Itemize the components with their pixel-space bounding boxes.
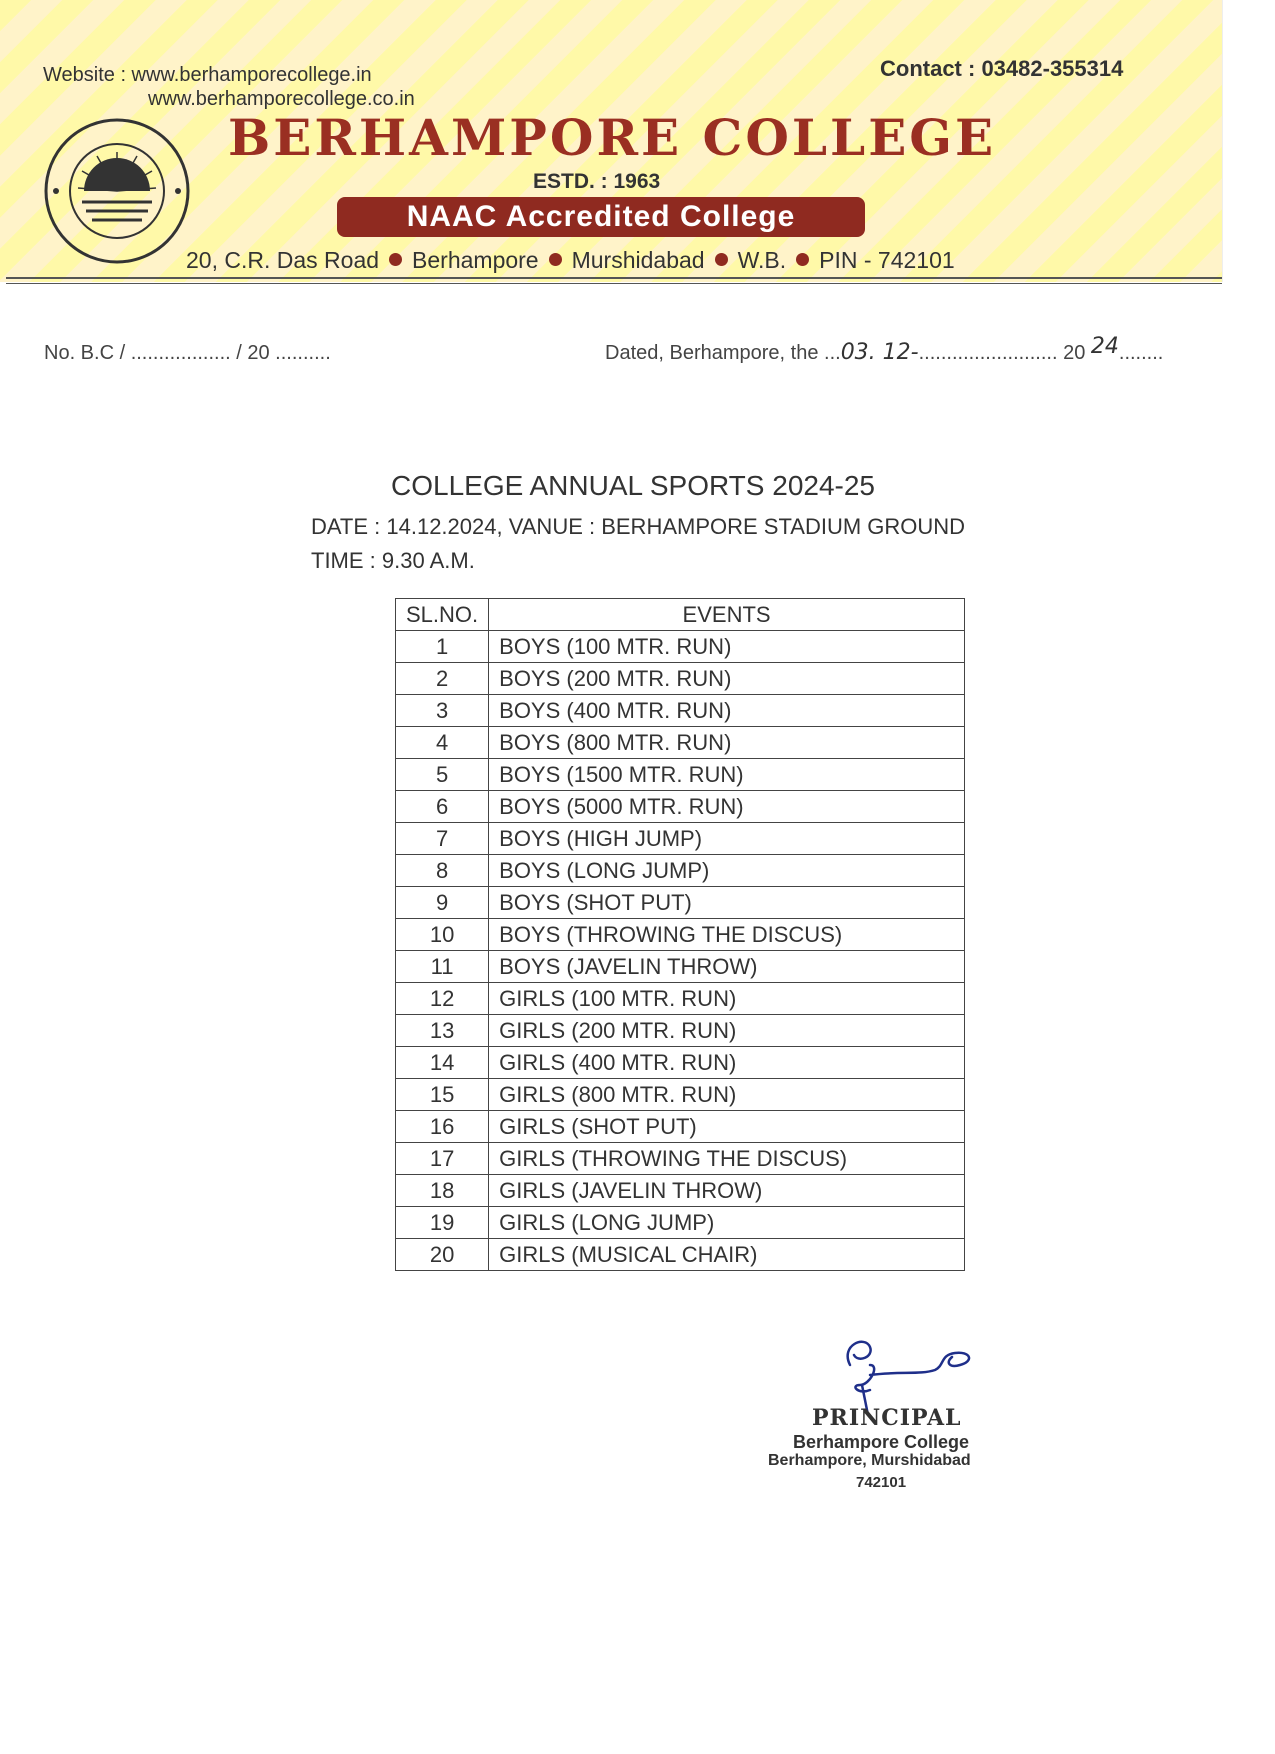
row-event: BOYS (THROWING THE DISCUS) <box>489 919 965 951</box>
row-sl-no: 18 <box>396 1175 489 1207</box>
row-sl-no: 4 <box>396 727 489 759</box>
bullet-icon <box>389 253 402 266</box>
row-event: BOYS (800 MTR. RUN) <box>489 727 965 759</box>
address-district: Murshidabad <box>571 247 705 273</box>
table-row <box>396 1239 965 1271</box>
row-sl-no: 16 <box>396 1111 489 1143</box>
row-event: GIRLS (MUSICAL CHAIR) <box>489 1239 965 1271</box>
row-event: GIRLS (400 MTR. RUN) <box>489 1047 965 1079</box>
dated-year: 24 <box>1090 334 1119 359</box>
divider <box>6 283 1222 284</box>
row-sl-no: 14 <box>396 1047 489 1079</box>
dated-prefix: Dated, Berhampore, the ... <box>605 342 841 364</box>
row-event: BOYS (JAVELIN THROW) <box>489 951 965 983</box>
row-event: GIRLS (LONG JUMP) <box>489 1207 965 1239</box>
header-events: EVENTS <box>489 599 965 631</box>
table-header-row <box>396 599 965 631</box>
reference-number: No. B.C / .................. / 20 .......... <box>44 342 331 364</box>
established-year: ESTD. : 1963 <box>533 170 661 193</box>
row-sl-no: 6 <box>396 791 489 823</box>
bullet-icon <box>549 253 562 266</box>
row-event: BOYS (SHOT PUT) <box>489 887 965 919</box>
table-row <box>396 855 965 887</box>
row-event: BOYS (5000 MTR. RUN) <box>489 791 965 823</box>
table-row <box>396 759 965 791</box>
row-sl-no: 3 <box>396 695 489 727</box>
row-sl-no: 2 <box>396 663 489 695</box>
row-sl-no: 20 <box>396 1239 489 1271</box>
dated-dots: ......................... 20 <box>918 342 1086 364</box>
row-sl-no: 9 <box>396 887 489 919</box>
bullet-icon <box>715 253 728 266</box>
divider <box>6 277 1222 279</box>
signatory-location: Berhampore, Murshidabad <box>768 1452 971 1469</box>
table-row <box>396 727 965 759</box>
row-event: BOYS (200 MTR. RUN) <box>489 663 965 695</box>
table-row <box>396 823 965 855</box>
signatory-pin: 742101 <box>856 1474 907 1491</box>
row-event: GIRLS (800 MTR. RUN) <box>489 1079 965 1111</box>
website-primary: Website : www.berhamporecollege.in <box>43 64 372 86</box>
table-row <box>396 951 965 983</box>
table-row <box>396 919 965 951</box>
table-row <box>396 663 965 695</box>
college-seal-icon <box>42 116 192 266</box>
row-sl-no: 1 <box>396 631 489 663</box>
row-sl-no: 19 <box>396 1207 489 1239</box>
row-sl-no: 11 <box>396 951 489 983</box>
row-sl-no: 8 <box>396 855 489 887</box>
dated-day: 03. 12- <box>840 340 919 365</box>
row-event: BOYS (HIGH JUMP) <box>489 823 965 855</box>
table-row <box>396 1111 965 1143</box>
table-row <box>396 1079 965 1111</box>
row-event: GIRLS (JAVELIN THROW) <box>489 1175 965 1207</box>
dated-tail: ........ <box>1118 342 1164 364</box>
table-row <box>396 1207 965 1239</box>
events-body <box>396 631 965 1271</box>
table-row <box>396 887 965 919</box>
events-table <box>395 598 965 1271</box>
address-state: W.B. <box>737 247 787 273</box>
table-row <box>396 1143 965 1175</box>
row-event: BOYS (400 MTR. RUN) <box>489 695 965 727</box>
letterhead <box>0 0 1223 282</box>
row-sl-no: 17 <box>396 1143 489 1175</box>
row-event: BOYS (100 MTR. RUN) <box>489 631 965 663</box>
row-event: BOYS (1500 MTR. RUN) <box>489 759 965 791</box>
row-event: GIRLS (THROWING THE DISCUS) <box>489 1143 965 1175</box>
table-row <box>396 631 965 663</box>
row-sl-no: 10 <box>396 919 489 951</box>
row-event: GIRLS (SHOT PUT) <box>489 1111 965 1143</box>
row-event: GIRLS (100 MTR. RUN) <box>489 983 965 1015</box>
website-secondary: www.berhamporecollege.co.in <box>148 88 415 110</box>
header-sl-no: SL.NO. <box>396 599 489 631</box>
table-row <box>396 1015 965 1047</box>
address-street: 20, C.R. Das Road <box>186 247 380 273</box>
table-row <box>396 983 965 1015</box>
address-pin: PIN - 742101 <box>819 247 955 273</box>
college-name: BERHAMPORE COLLEGE <box>228 108 997 167</box>
signatory-college: Berhampore College <box>793 1432 970 1452</box>
date-venue: DATE : 14.12.2024, VANUE : BERHAMPORE STADIUM GROUND <box>311 514 966 539</box>
address-city: Berhampore <box>412 247 539 273</box>
bullet-icon <box>796 253 809 266</box>
row-sl-no: 7 <box>396 823 489 855</box>
notice-title: COLLEGE ANNUAL SPORTS 2024-25 <box>391 470 875 501</box>
principal-signature <box>840 1335 1000 1415</box>
row-sl-no: 12 <box>396 983 489 1015</box>
table-row <box>396 791 965 823</box>
signatory-title: PRINCIPAL <box>812 1405 962 1431</box>
table-row <box>396 695 965 727</box>
row-event: BOYS (LONG JUMP) <box>489 855 965 887</box>
row-sl-no: 13 <box>396 1015 489 1047</box>
row-event: GIRLS (200 MTR. RUN) <box>489 1015 965 1047</box>
address-line <box>186 247 955 274</box>
row-sl-no: 15 <box>396 1079 489 1111</box>
contact-number: Contact : 03482-355314 <box>880 56 1124 81</box>
row-sl-no: 5 <box>396 759 489 791</box>
table-row <box>396 1175 965 1207</box>
event-time: TIME : 9.30 A.M. <box>311 548 475 573</box>
dated-line <box>605 334 1163 365</box>
accreditation-badge: NAAC Accredited College <box>337 197 865 237</box>
table-row <box>396 1047 965 1079</box>
